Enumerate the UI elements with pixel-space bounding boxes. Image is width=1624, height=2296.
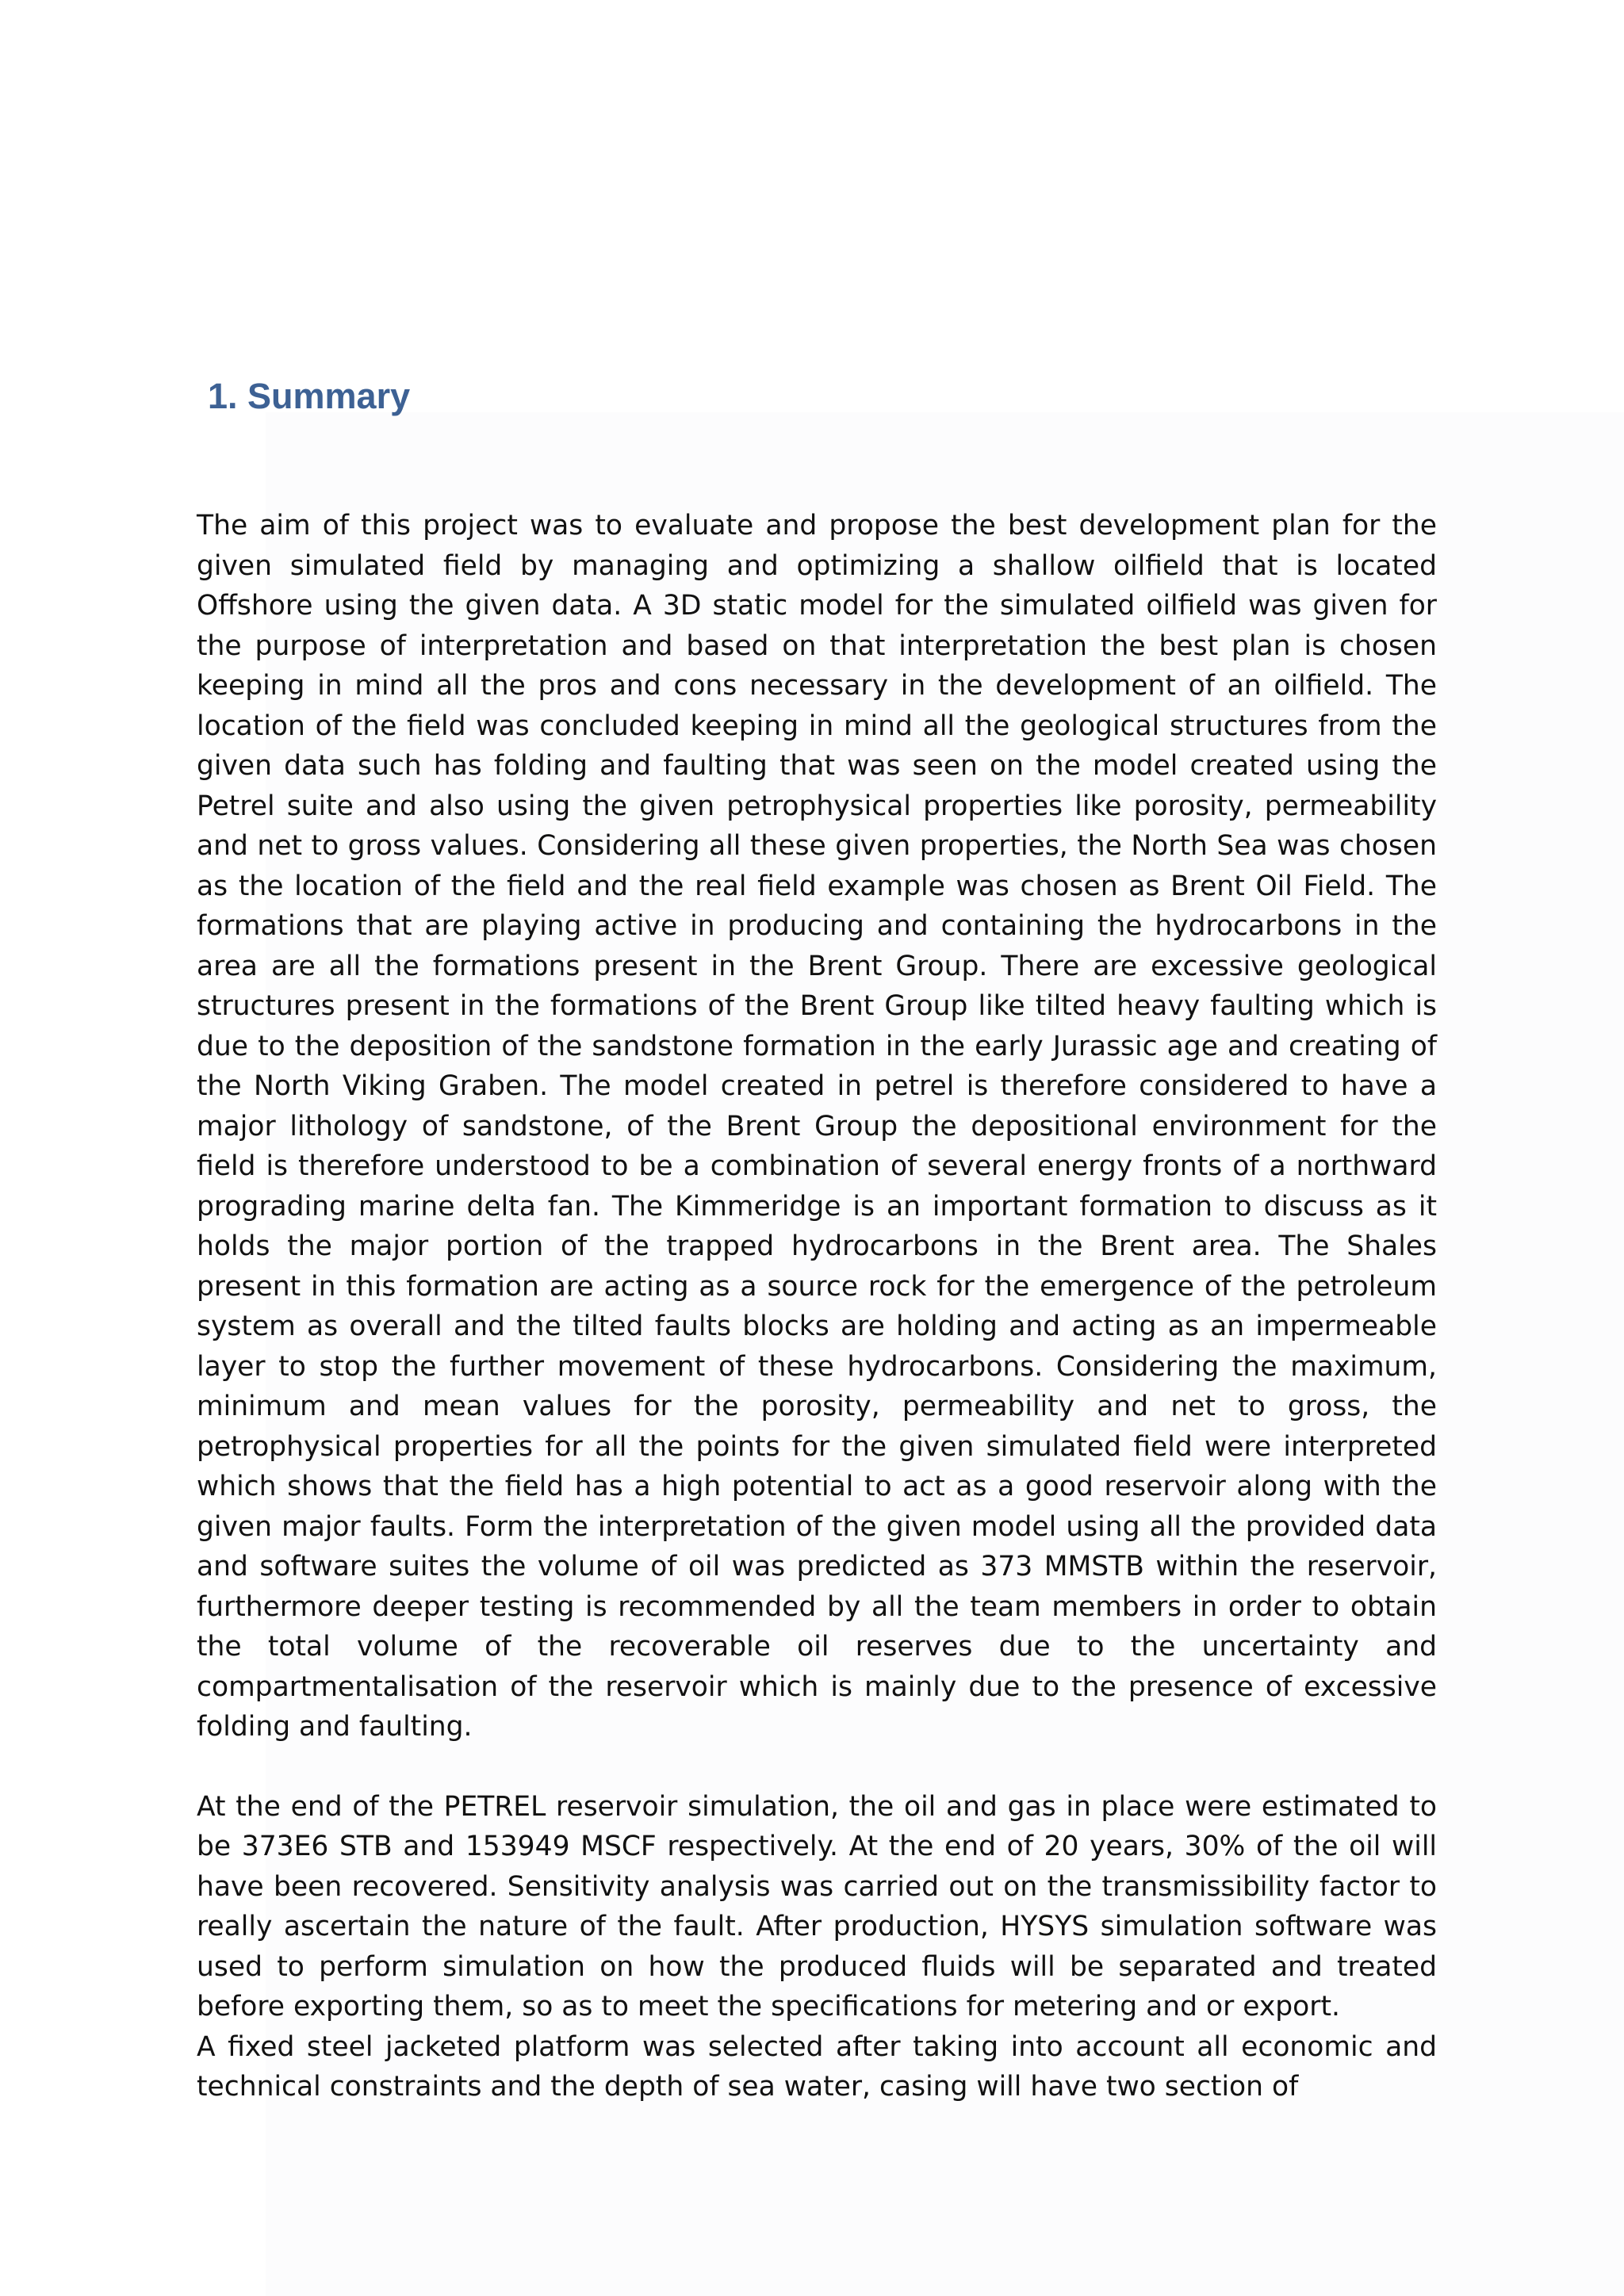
summary-body [197, 506, 1437, 2107]
summary-paragraph-1: The aim of this project was to evaluate and propose the best development plan for the given simulated field by managing and optimizing a shallow oilfield that is located Offshore using the given data. A 3D static model for the simulated oilfield was given for the purpose of interpretation and based on that interpretation the best plan is chosen keeping in mind all the pros and cons necessary in the development of an oilfield. The location of the field was concluded keeping in mind all the geological structures from the given data such has folding and faulting that was seen on the model created using the Petrel suite and also using the given petrophysical properties like porosity, permeability and net to gross values. Considering all these given properties, the North Sea was chosen as the location of the field and the real field example was chosen as Brent Oil Field. The formations that are playing active in producing and containing the hydrocarbons in the area are all the formations present in the Brent Group. There are excessive geological structures present in the formations of the Brent Group like tilted heavy faulting which is due to the deposition of the sandstone formation in the early Jurassic age and creating of the North Viking Graben. The model created in petrel is therefore considered to have a major lithology of sandstone, of the Brent Group the depositional environment for the field is therefore understood to be a combination of several energy fronts of a northward prograding marine delta fan. The Kimmeridge is an important formation to discuss as it holds the major portion of the trapped hydrocarbons in the Brent area. The Shales present in this formation are acting as a source rock for the emergence of the petroleum system as overall and the tilted faults blocks are holding and acting as an impermeable layer to stop the further movement of these hydrocarbons. Considering the maximum, minimum and mean values for the porosity, permeability and net to gross, the petrophysical properties for all the points for the given simulated field were interpreted which shows that the field has a high potential to act as a good reservoir along with the given major faults. Form the interpretation of the given model using all the provided data and software suites the volume of oil was predicted as 373 MMSTB within the reservoir, furthermore deeper testing is recommended by all the team members in order to obtain the total volume of the recoverable oil reserves due to the uncertainty and compartmentalisation of the reservoir which is mainly due to the presence of excessive folding and faulting. [197, 510, 1437, 1743]
summary-paragraph-3: A fixed steel jacketed platform was selected after taking into account all economic and technical constraints and the depth of sea water, casing will have two section of [197, 2030, 1437, 2103]
section-heading: 1. Summary [208, 376, 411, 416]
summary-paragraph-2: At the end of the PETREL reservoir simulation, the oil and gas in place were estimated to be 373E6 STB and 153949 MSCF respectively. At the end of 20 years, 30% of the oil will have been recovered. Sensitivity analysis was carried out on the transmissibility factor to really ascertain the nature of the fault. After production, HYSYS simulation software was used to perform simulation on how the produced fluids will be separated and treated before exporting them, so as to meet the specifications for metering and or export. [197, 1790, 1437, 2022]
